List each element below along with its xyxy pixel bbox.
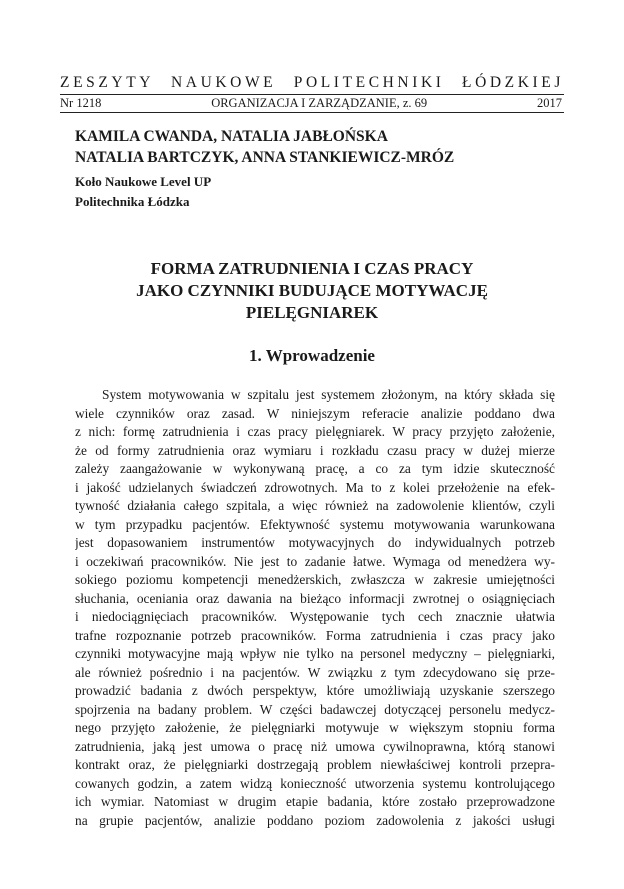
body-line: nego przyjęto założenie, że pielęgniarki motywuje w większym stopniu forma [75,720,555,735]
body-line: ale również pośrednio i na pacjentów. W związku z tym zdecydowano się prze- [75,664,555,680]
series-name: ORGANIZACJA I ZARZĄDZANIE, z. 69 [211,96,428,110]
body-line: że od formy zatrudnienia oraz wymiaru i rozkładu czasu pracy w dużej mierze [75,442,555,458]
body-line: z nich: formę zatrudnienia i czas pracy pielęgniarek. W pracy przyjęto założenie, [75,424,555,439]
body-line: sokiego poziomu kompetencji menedżerskich, zwłaszcza w zakresie umiejętności [75,572,555,587]
affiliation [75,172,555,212]
body-line: spojrzenia na badany problem. W części badawczej dotyczącej personelu medycz- [75,701,555,717]
author-list [75,126,555,168]
body-line: w tym przypadku pacjentów. Efektywność systemu motywowania warunkowana [75,516,555,532]
body-line: słuchania, oceniania oraz dawania na bieżąco informacji zwrotnej o osiągnięciach [75,590,555,606]
body-line: tywność działania całego szpitala, a więc również na zadowolenie klientów, czyli [75,498,555,513]
affiliation-line-1: Koło Naukowe Level UP [75,174,212,189]
section-heading: 1. Wprowadzenie [249,346,375,365]
body-line: i jakość udzielanych świadczeń zdrowotnych. Ma to z kolei przełożenie na efek- [75,479,555,495]
body-line: zatrudnienia, jaką jest umowa o pracę niż umowa cywilnoprawna, którą stanowi [75,738,555,754]
issue-year: 2017 [537,96,562,110]
journal-name: ZESZYTY NAUKOWE POLITECHNIKI ŁÓDZKIEJ [60,74,564,91]
body-text [75,386,555,830]
body-line: wiele czynników oraz zasad. W niniejszym referacie analizie poddano dwa [75,405,555,421]
body-line: System motywowania w szpitalu jest systemem złożonym, na który składa się [102,387,555,402]
header-rule-top [60,94,564,95]
body-line: i oczekiwań pracowników. Nie jest to zadanie łatwe. Wymaga od menedżera wy- [75,553,555,569]
body-line: cowanych godzin, a zatem widzą konieczność utworzenia systemu kontrolującego [75,775,555,791]
body-line: trafne rozpoznanie potrzeb pracowników. Forma zatrudnienia i czas pracy jako [75,627,555,643]
title-line-3: PIELĘGNIAREK [245,303,379,322]
issue-number: Nr 1218 [60,96,102,110]
title-line-1: FORMA ZATRUDNIENIA I CZAS PRACY [150,259,474,278]
header-rule-bottom [60,112,564,113]
issue-line [60,96,562,111]
body-line: jest dopasowaniem instrumentów motywacyjnych do indywidualnych potrzeb [75,535,555,550]
paper-title [60,258,564,324]
body-line: prowadzić badania z dwóch perspektyw, które umożliwiają uzyskanie szerszego [75,683,555,698]
body-line: czynniki motywacyjne mają wpływ nie tylko na personel medyczny – pielęgniarki, [75,646,555,661]
body-line: kontrakt oraz, że pielęgniarki dostrzegają problem niewłaściwej kontroli przepra- [75,757,555,772]
body-line: i niedociągnięciach pracowników. Występowanie tych cech znacznie ułatwia [75,609,555,624]
title-line-2: JAKO CZYNNIKI BUDUJĄCE MOTYWACJĘ [136,281,488,300]
body-line: zależy zaangażowanie w wykonywaną pracę, a co za tym idzie skuteczność [75,461,555,476]
affiliation-line-2: Politechnika Łódzka [75,194,190,209]
authors-line-2: NATALIA BARTCZYK, ANNA STANKIEWICZ-MRÓZ [75,149,455,166]
authors-line-1: KAMILA CWANDA, NATALIA JABŁOŃSKA [75,128,388,145]
body-line: na grupie pacjentów, analizie poddano poziom zadowolenia z jakości usługi [75,812,555,828]
body-line: ich wymiar. Natomiast w drugim etapie badania, które zostało przeprowadzone [75,794,555,809]
